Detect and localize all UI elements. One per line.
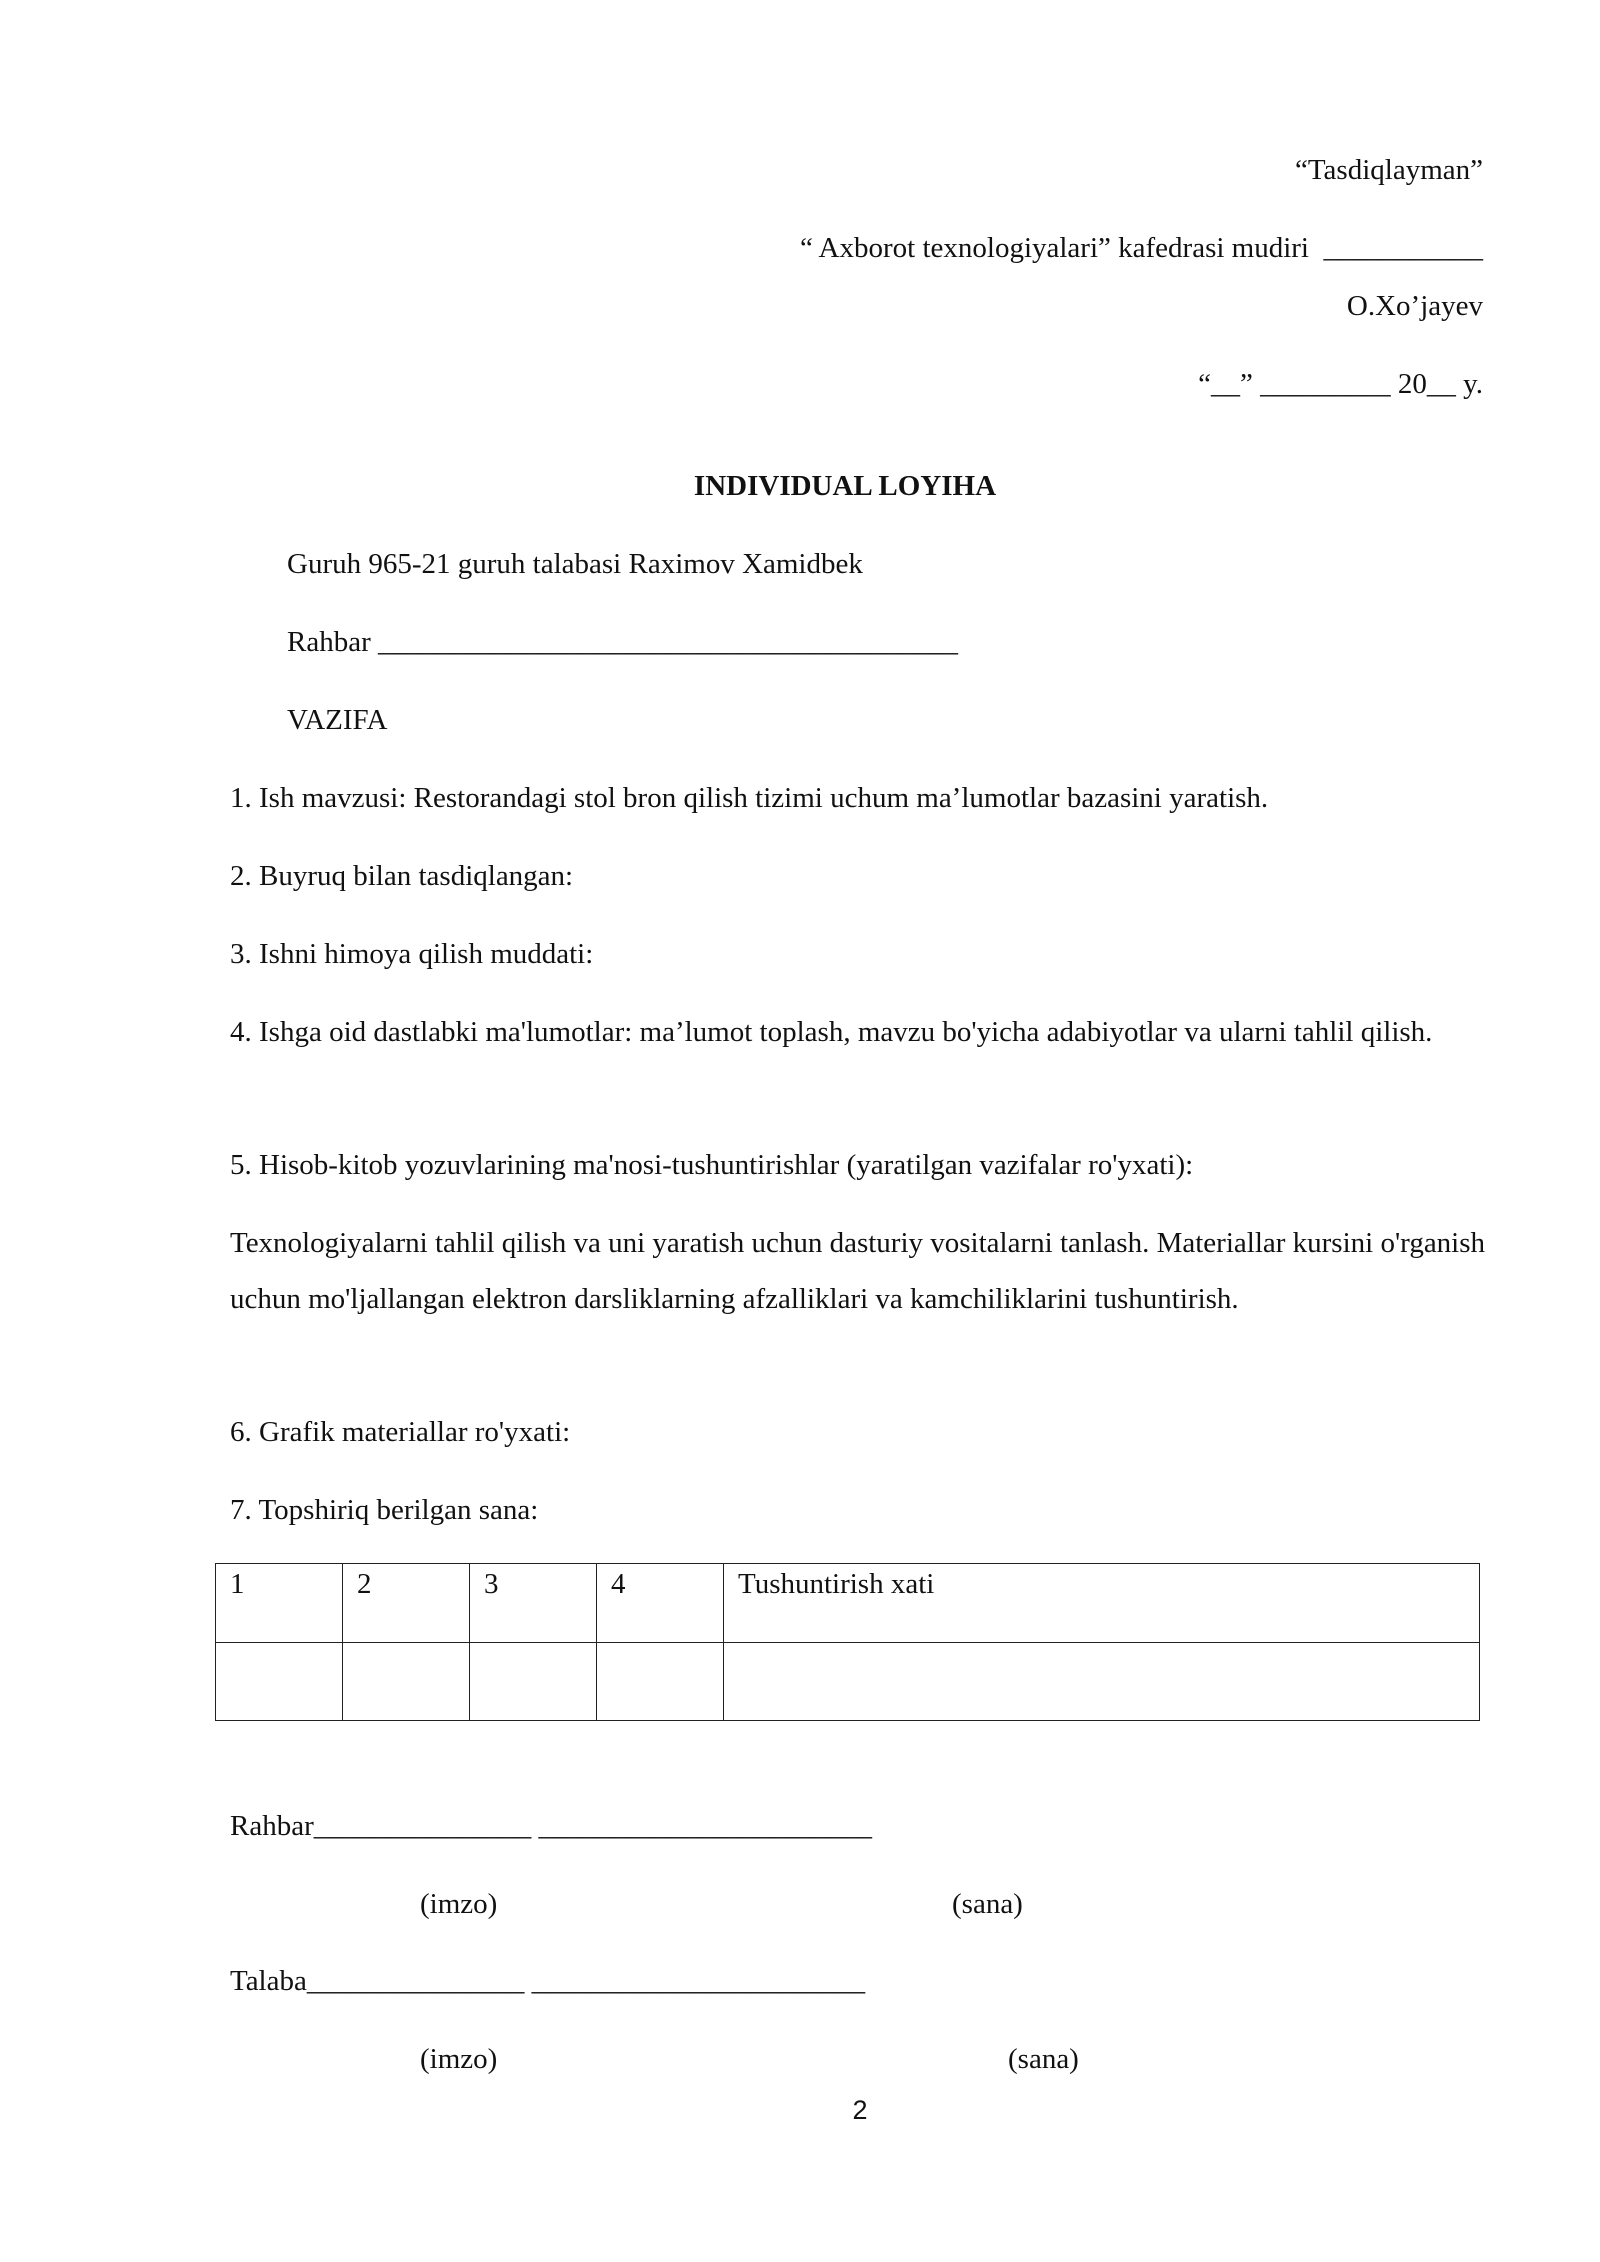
table-header-row <box>216 1564 1480 1643</box>
table-header-cell: 2 <box>343 1564 470 1643</box>
student-signature-line: Talaba_______________ _______________________ <box>230 1965 866 1997</box>
table-header-cell: 4 <box>597 1564 724 1643</box>
task-table <box>215 1563 1480 1721</box>
table-cell <box>597 1642 724 1721</box>
item-defense-deadline: 3. Ishni himoya qilish muddati: <box>230 938 594 970</box>
page-number: 2 <box>852 2095 868 2125</box>
item-initial-data: 4. Ishga oid dastlabki ma'lumotlar: ma’lumot toplash, mavzu bo'yicha adabiyotlar va ularni tahlil qilish. <box>230 1016 1433 1048</box>
student-date-caption: (sana) <box>1008 2043 1079 2075</box>
group-student-line: Guruh 965-21 guruh talabasi Raximov Xamidbek <box>287 548 863 580</box>
table-header-cell: 1 <box>216 1564 343 1643</box>
table-cell <box>343 1642 470 1721</box>
approval-date-line: “__” _________ 20__ y. <box>1198 368 1483 400</box>
supervisor-signature-line: Rahbar_______________ _______________________ <box>230 1810 872 1842</box>
supervisor-signature-caption: (imzo) <box>420 1888 498 1920</box>
table-row <box>216 1642 1480 1721</box>
student-signature-caption: (imzo) <box>420 2043 498 2075</box>
table-cell <box>470 1642 597 1721</box>
supervisor-line: Rahbar ________________________________________ <box>287 626 958 658</box>
supervisor-date-caption: (sana) <box>952 1888 1023 1920</box>
task-heading: VAZIFA <box>287 704 388 736</box>
table-cell <box>216 1642 343 1721</box>
department-head-line: “ Axborot texnologiyalari” kafedrasi mudiri ___________ <box>800 232 1483 264</box>
department-head-name: O.Xo’jayev <box>1346 290 1483 322</box>
approval-heading: “Tasdiqlayman” <box>1294 154 1483 186</box>
item-graphic-materials: 6. Grafik materiallar ro'yxati: <box>230 1416 571 1448</box>
explanations-text: Texnologiyalarni tahlil qilish va uni yaratish uchun dasturiy vositalarni tanlash. Materiallar kursini o'rganish uchun mo'ljallangan elektron darsliklarning afzalliklari va kamchiliklarini tushuntirish. <box>230 1227 1486 1315</box>
table-header-cell: Tushuntirish xati <box>724 1564 1480 1643</box>
table-cell <box>724 1642 1480 1721</box>
document-title: INDIVIDUAL LOYIHA <box>693 470 997 502</box>
table-header-cell: 3 <box>470 1564 597 1643</box>
item-topic: 1. Ish mavzusi: Restorandagi stol bron qilish tizimi uchum ma’lumotlar bazasini yaratish. <box>230 782 1269 814</box>
item-issue-date: 7. Topshiriq berilgan sana: <box>230 1494 539 1526</box>
item-explanations: 5. Hisob-kitob yozuvlarining ma'nosi-tushuntirishlar (yaratilgan vazifalar ro'yxati): <box>230 1149 1194 1181</box>
item-approved-by-order: 2. Buyruq bilan tasdiqlangan: <box>230 860 574 892</box>
